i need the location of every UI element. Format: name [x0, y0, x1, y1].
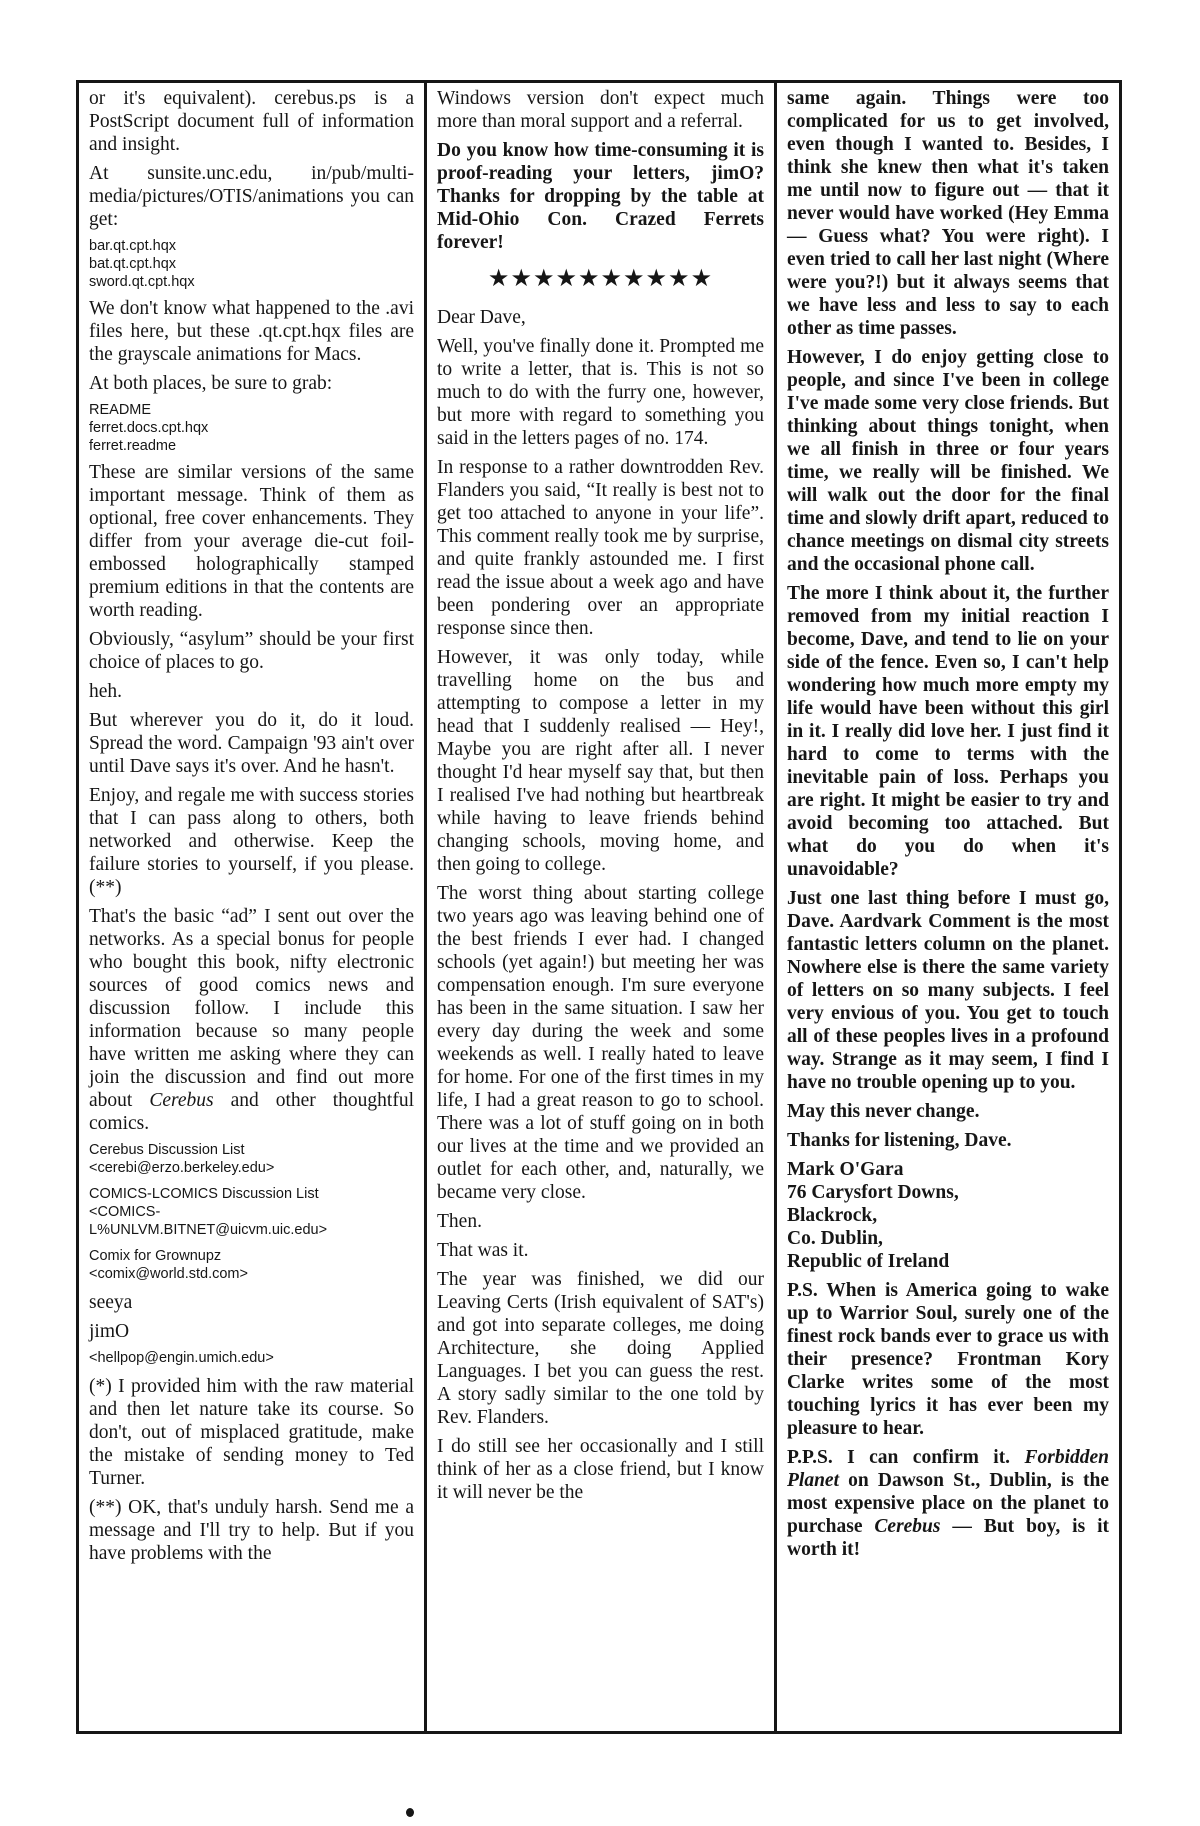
paragraph [89, 905, 414, 1135]
file-name: bar.qt.cpt.hqx [89, 238, 177, 254]
text-run: P.P.S. I can confirm it. [787, 1447, 1025, 1468]
discussion-list-entry [89, 1141, 414, 1177]
list-name: Comix for Grownupz [89, 1248, 222, 1264]
paragraph: May this never change. [787, 1101, 980, 1122]
text-run: and other thoughtful comics. [89, 1090, 415, 1134]
list-name: COMICS-LCOMICS Discussion List [89, 1186, 319, 1202]
cerebus-title: Cerebus [149, 1090, 214, 1111]
file-name: bat.qt.cpt.hqx [89, 256, 177, 272]
paragraph: or it's equivalent). cerebus.ps is a PostScript document full of information and insight. [89, 88, 414, 155]
post-postscript [787, 1446, 1109, 1561]
address-line: 76 Carysfort Downs, [787, 1182, 959, 1203]
address-line: Co. Dublin, [787, 1228, 883, 1249]
signature: jimO [89, 1321, 130, 1342]
paragraph: The worst thing about starting college two years ago was leaving behind one of the best friends I ever had. I changed schools (yet again!) but meeting her was compensation enough. I'm sure everyone has been in the same situation. I saw her every day during the week and some weekends as well. I really hated to leave for home. For one of the first times in my life, I had a great reason to go to school. There was a lot of stuff going on in both our lives at the time and we provided an outlet for each other, and, naturally, we became very close. [437, 883, 764, 1203]
paragraph: The more I think about it, the further removed from my initial reaction I become, Dave, and tend to lie on your side of the fence. Even so, I can't help wondering how much more empty my life would have been without this girl in it. I really did love her. I just find it hard to come to terms with the inevitable pain of loss. Perhaps you are right. It might be easier to try and avoid becoming too attached. But what do you do when it's unavoidable? [787, 583, 1109, 880]
paragraph: Windows version don't expect much more than moral support and a referral. [437, 88, 764, 132]
column-3 [774, 83, 1119, 1731]
list-address: L%UNLVM.BITNET@uicvm.uic.edu> [89, 1222, 328, 1238]
file-name: ferret.readme [89, 438, 177, 454]
paragraph: same again. Things were too complicated for us to get involved, even though I wanted to. Besides, I think she knew then what it's taken me until now to figure out — that it never would have worked (Hey Emma — Guess what? You were right). I even tried to call her last night (Where were you?!) but it always seems that we have less and less to say to each other as time passes. [787, 88, 1109, 339]
paragraph: Well, you've finally done it. Prompted me to write a letter, that is. This is not so much to do with the furry one, however, but more with regard to something you said in the letters pages of no. 174. [437, 336, 764, 449]
footnote: (**) OK, that's unduly harsh. Send me a message and I'll try to help. But if you have problems with the [89, 1497, 414, 1564]
file-list [89, 401, 414, 455]
file-name: sword.qt.cpt.hqx [89, 274, 195, 290]
list-name: Cerebus Discussion List [89, 1142, 245, 1158]
discussion-list-entry [89, 1185, 414, 1239]
postscript: P.S. When is America going to wake up to Warrior Soul, surely one of the finest rock bands ever to grace us with their presence? Frontman Kory Clarke writes some of the most touching lyrics it has ever been my pleasure to hear. [787, 1280, 1109, 1439]
paragraph: That was it. [437, 1240, 529, 1261]
address-line: Mark O'Gara [787, 1159, 904, 1180]
address-line: Republic of Ireland [787, 1251, 950, 1272]
star-divider: ★★★★★★★★★★ [487, 264, 714, 292]
paragraph: However, I do enjoy getting close to people, and since I've been in college I've made some very close friends. But thinking about things tonight, when we all finish in three or four years time, we really will be finished. We will walk out the door for the final time and slowly drift apart, reduced to chance meetings on dismal city streets and the occasional phone call. [787, 347, 1109, 575]
editor-reply: Do you know how time-consuming it is proof-reading your letters, jimO? Thanks for dropping by the table at Mid-Ohio Con. Crazed Ferrets forever! [437, 140, 764, 253]
paragraph: In response to a rather downtrodden Rev. Flanders you said, “It really is best not to get too attached to anyone in your life”. This comment really took me by surprise, and quite frankly astounded me. I first read the issue about a week ago and have been pondering over an appropriate response since then. [437, 457, 764, 639]
salutation: Dear Dave, [437, 307, 526, 328]
file-name: ferret.docs.cpt.hqx [89, 420, 209, 436]
paragraph: The year was finished, we did our Leaving Certs (Irish equivalent of SAT's) and got into separate colleges, me doing Architecture, she doing Applied Languages. I bet you can guess the rest. A story sadly similar to the one told by Rev. Flanders. [437, 1269, 764, 1428]
paragraph: Enjoy, and regale me with success stories that I can pass along to others, both networked and otherwise. Keep the failure stories to yourself, if you please. (**) [89, 785, 414, 898]
paragraph: Thanks for listening, Dave. [787, 1130, 1012, 1151]
paragraph: Just one last thing before I must go, Dave. Aardvark Comment is the most fantastic letters column on the planet. Nowhere else is there the same variety of letters on so many subjects. I feel very envious of you. You get to touch all of these peoples lives in a profound way. Strange as it may seem, I find I have no trouble opening up to you. [787, 888, 1109, 1093]
paragraph: However, it was only today, while travelling home on the bus and attempting to compose a letter in my head that I suddenly realised — Hey!, Maybe you are right after all. I never thought I'd hear myself say that, but then I realised I've had nothing but heartbreak while having to leave friends behind changing schools, moving home, and then going to college. [437, 647, 764, 875]
paragraph: seeya [89, 1292, 133, 1313]
paragraph: At sunsite.unc.edu, in/pub/multi-media/pictures/OTIS/animations you can get: [89, 163, 414, 230]
file-list [89, 237, 414, 291]
text-run: on Dawson St., Dublin, is the most expensive place on the planet to purchase [787, 1470, 1109, 1537]
paragraph: heh. [89, 681, 123, 702]
column-1 [79, 83, 424, 1731]
footnote: (*) I provided him with the raw material and then let nature take its course. So don't, out of misplaced gratitude, make the mistake of sending money to Ted Turner. [89, 1376, 414, 1489]
paragraph: I do still see her occasionally and I still think of her as a close friend, but I know it will never be the [437, 1436, 764, 1503]
address-line: Blackrock, [787, 1205, 878, 1226]
email-address: <hellpop@engin.umich.edu> [89, 1350, 274, 1366]
paragraph: We don't know what happened to the .avi files here, but these .qt.cpt.hqx files are the grayscale animations for Macs. [89, 298, 414, 365]
discussion-list-entry [89, 1247, 414, 1283]
list-address: <comix@world.std.com> [89, 1266, 248, 1282]
text-run: — But boy, is it worth it! [787, 1516, 1109, 1560]
list-address: <cerebi@erzo.berkeley.edu> [89, 1160, 275, 1176]
sender-address [787, 1158, 1109, 1273]
bullet-mark [406, 1808, 414, 1817]
letters-page-frame [76, 80, 1122, 1734]
paragraph: At both places, be sure to grab: [89, 373, 333, 394]
paragraph: Then. [437, 1211, 482, 1232]
paragraph: These are similar versions of the same important message. Think of them as optional, free cover enhancements. They differ from your average die-cut foil-embossed holographically stamped premium editions in that the contents are worth reading. [89, 462, 414, 621]
column-2 [424, 83, 774, 1731]
paragraph: But wherever you do it, do it loud. Spread the word. Campaign '93 ain't over until Dave says it's over. And he hasn't. [89, 710, 414, 777]
paragraph: Obviously, “asylum” should be your first choice of places to go. [89, 629, 414, 673]
list-address: <COMICS- [89, 1204, 161, 1220]
file-name: README [89, 402, 152, 418]
forbidden-planet-name: Forbidden Planet [787, 1447, 1109, 1491]
text-run: That's the basic “ad” I sent out over the networks. As a special bonus for people who bought this book, nifty electronic sources of good comics news and discussion follow. I include this information because so many people have written me asking where they can join the discussion and find out more about [89, 906, 414, 1111]
cerebus-title: Cerebus [874, 1516, 941, 1537]
